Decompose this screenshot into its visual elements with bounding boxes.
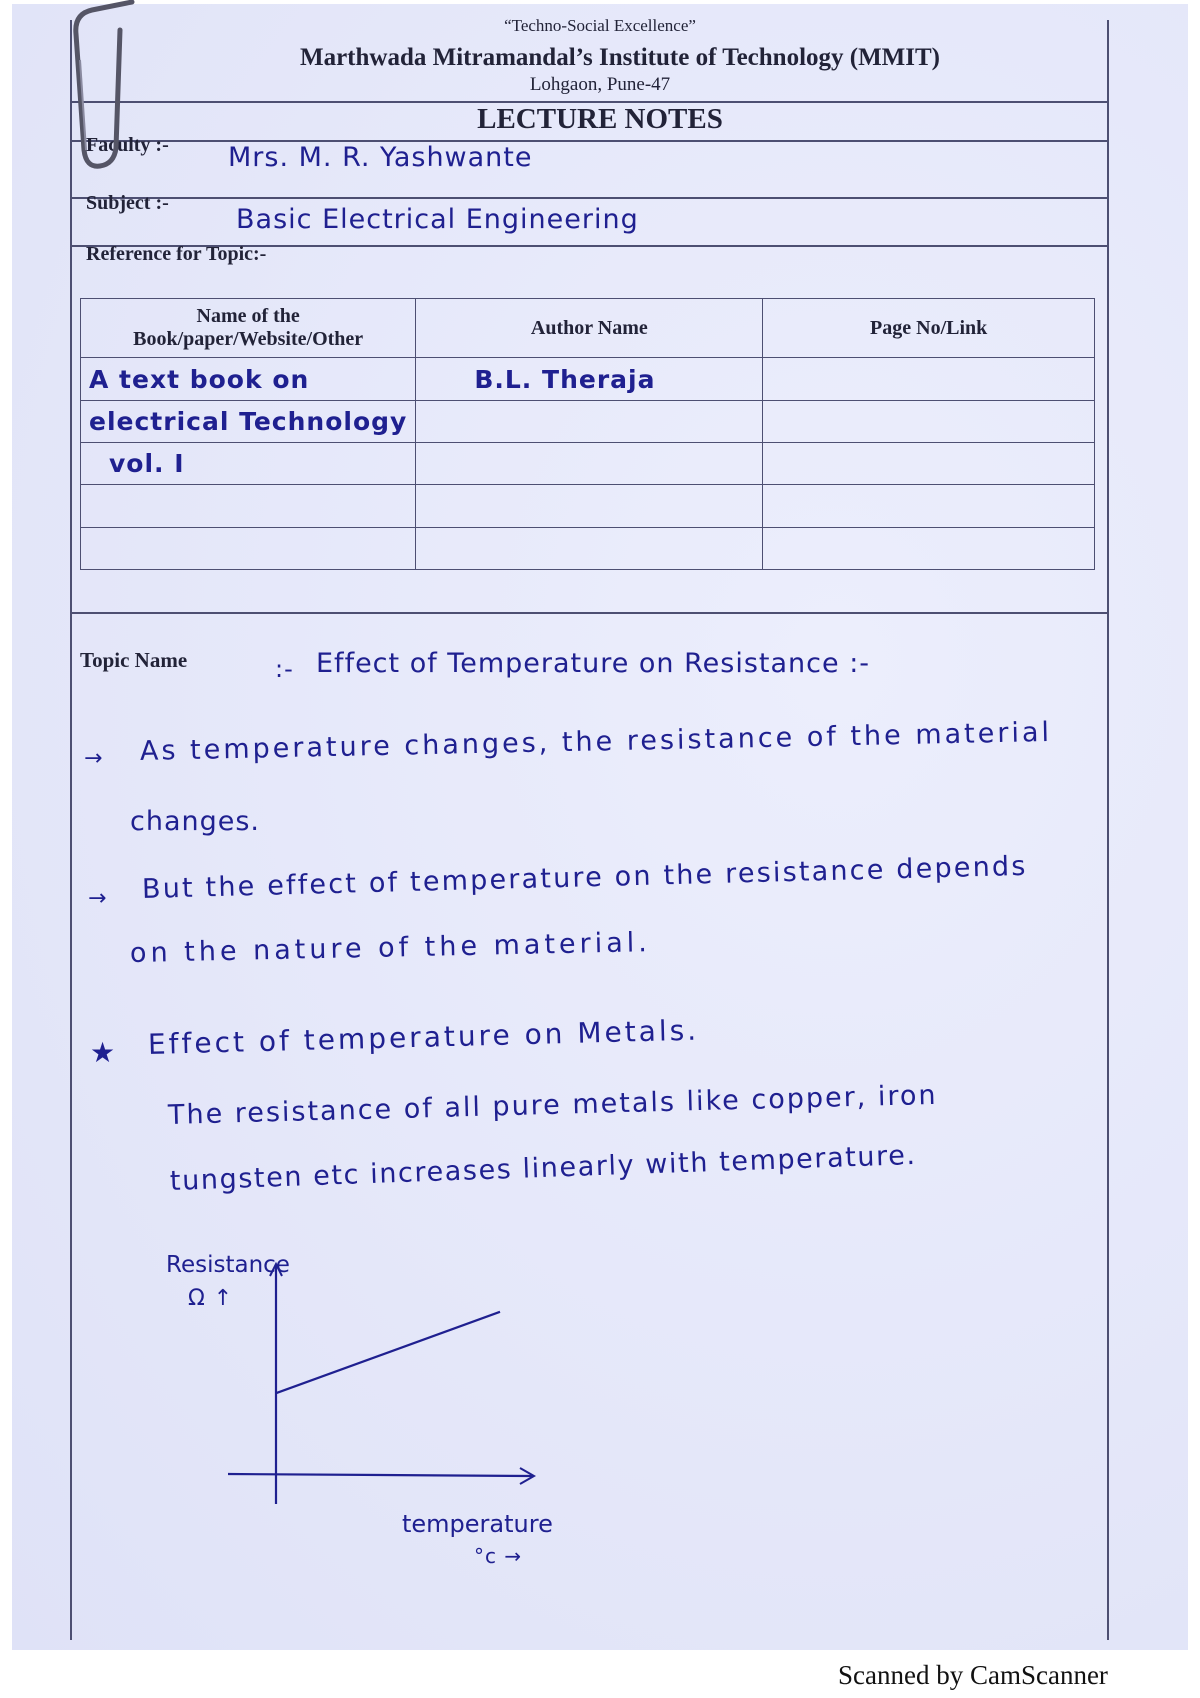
table-cell [81, 527, 416, 569]
table-cell [763, 485, 1095, 527]
scanner-watermark: Scanned by CamScanner [838, 1660, 1108, 1690]
table-cell [763, 400, 1095, 442]
graph-x-unit: °c → [474, 1544, 523, 1568]
topic-separator: :- [275, 655, 294, 683]
table-row [81, 443, 1095, 485]
table-row [81, 485, 1095, 527]
motto: “Techno-Social Excellence” [504, 16, 696, 35]
faculty-divider [70, 197, 1107, 199]
resistance-line [276, 1312, 500, 1393]
graph-x-label: temperature [402, 1510, 553, 1538]
table-cell [416, 527, 763, 569]
topic-value: Effect of Temperature on Resistance :- [316, 648, 871, 679]
table-cell [763, 527, 1095, 569]
column-header: Name of the Book/paper/Website/Other [81, 299, 416, 358]
table-row [81, 527, 1095, 569]
subject-value: Basic Electrical Engineering [236, 204, 639, 235]
faculty-label: Faculty :- [86, 134, 169, 156]
table-cell [416, 358, 763, 400]
column-header: Page No/Link [763, 299, 1095, 358]
book-name: vol. I [109, 449, 185, 479]
reference-table [80, 298, 1095, 570]
section-divider [70, 612, 1107, 614]
faculty-value: Mrs. M. R. Yashwante [228, 142, 533, 173]
table-cell [416, 485, 763, 527]
x-axis [228, 1474, 532, 1476]
table-cell [416, 443, 763, 485]
table-header-row [81, 299, 1095, 358]
table-cell [81, 358, 416, 400]
institute-name: Marthwada Mitramandal’s Institute of Technology (MMIT) [299, 44, 941, 71]
arrow-bullet: → [88, 886, 108, 911]
graph-y-unit: Ω ↑ [188, 1286, 234, 1311]
note-line: tungsten etc increases linearly with temperature. [169, 1139, 918, 1197]
author-name: B.L. Theraja [474, 364, 656, 394]
resistance-temperature-graph [220, 1260, 550, 1510]
star-bullet: ★ [90, 1036, 117, 1069]
table-cell [416, 400, 763, 442]
page-title: LECTURE NOTES [477, 103, 723, 135]
institute-address: Lohgaon, Pune-47 [529, 74, 671, 95]
table-cell [81, 443, 416, 485]
section-heading: Effect of temperature on Metals. [147, 1013, 700, 1061]
book-name: A text book on [89, 364, 310, 394]
note-line: As temperature changes, the resistance of the material [139, 716, 1053, 767]
subject-label: Subject :- [86, 192, 169, 214]
table-cell [81, 400, 416, 442]
column-header: Author Name [416, 299, 763, 358]
table-cell [763, 443, 1095, 485]
book-name: electrical Technology [89, 406, 408, 436]
note-line: The resistance of all pure metals like copper, iron [167, 1079, 938, 1131]
paper-clip-icon [62, 0, 152, 180]
note-line: But the effect of temperature on the resistance depends [141, 850, 1028, 905]
reference-label: Reference for Topic:- [86, 243, 267, 265]
topic-label: Topic Name [80, 648, 188, 672]
note-line: on the nature of the material. [129, 927, 652, 969]
table-cell [81, 485, 416, 527]
table-row [81, 400, 1095, 442]
note-line: changes. [130, 806, 261, 837]
table-cell [763, 358, 1095, 400]
title-divider [70, 140, 1107, 142]
arrow-bullet: → [84, 746, 104, 771]
table-row [81, 358, 1095, 400]
graph-y-label: Resistance [166, 1252, 290, 1278]
